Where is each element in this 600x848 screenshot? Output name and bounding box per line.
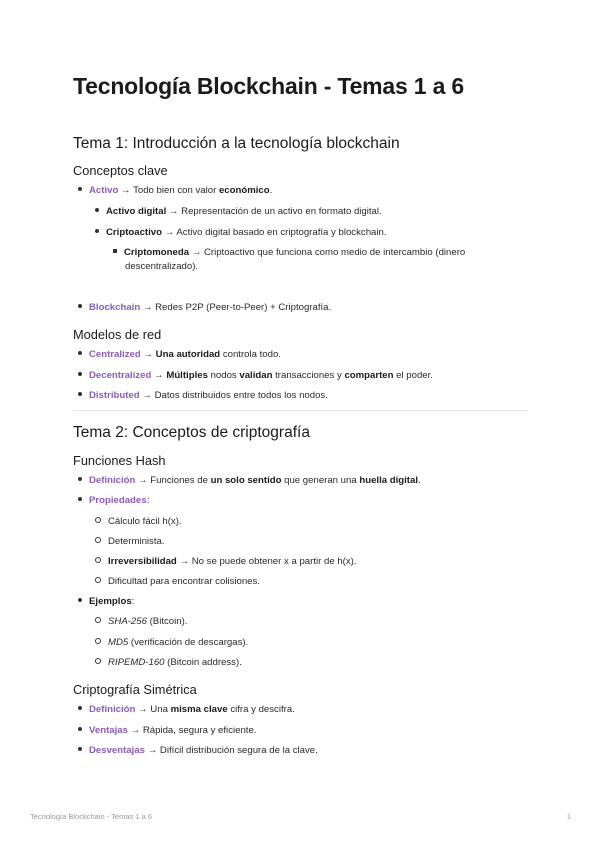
subsection-heading-conceptos: Conceptos clave bbox=[73, 163, 168, 178]
list-item-sim-definicion: Definición → Una misma clave cifra y descifra. bbox=[78, 703, 295, 717]
bullet-icon bbox=[78, 706, 82, 710]
list-item-ejemplo-3: RIPEMD-160 (Bitcoin address). bbox=[95, 656, 242, 670]
bullet-icon bbox=[78, 747, 82, 751]
list-item-ventajas: Ventajas → Rápida, segura y eficiente. bbox=[78, 724, 256, 738]
bullet-icon bbox=[78, 187, 82, 191]
list-item-prop-2: Determinista. bbox=[95, 535, 165, 549]
list-item-propiedades: Propiedades: bbox=[78, 494, 150, 508]
bullet-icon bbox=[78, 372, 82, 376]
bullet-icon bbox=[78, 304, 82, 308]
list-item-desventajas: Desventajas → Difícil distribución segura de la clave. bbox=[78, 744, 318, 758]
circle-bullet-icon bbox=[95, 658, 101, 664]
bullet-icon bbox=[78, 392, 82, 396]
bullet-icon bbox=[95, 229, 99, 233]
circle-bullet-icon bbox=[95, 537, 101, 543]
list-item-ejemplo-2: MD5 (verificación de descargas). bbox=[95, 636, 248, 650]
list-item-activo: Activo → Todo bien con valor económico. bbox=[78, 184, 272, 198]
list-item-activo-digital: Activo digital → Representación de un activo en formato digital. bbox=[95, 205, 382, 219]
circle-bullet-icon bbox=[95, 617, 101, 623]
list-item-hash-definicion: Definición → Funciones de un solo sentido que generan una huella digital. bbox=[78, 474, 421, 488]
subsection-heading-simetrica: Criptografía Simétrica bbox=[73, 682, 197, 697]
subsection-heading-hash: Funciones Hash bbox=[73, 453, 166, 468]
section-heading-tema1: Tema 1: Introducción a la tecnología blockchain bbox=[73, 135, 400, 152]
list-item-centralized: Centralized → Una autoridad controla todo. bbox=[78, 348, 281, 362]
section-heading-tema2: Tema 2: Conceptos de criptografía bbox=[73, 424, 310, 441]
list-item-ejemplo-1: SHA-256 (Bitcoin). bbox=[95, 615, 187, 629]
list-item-ejemplos: Ejemplos: bbox=[78, 595, 134, 609]
list-item-prop-1: Cálculo fácil h(x). bbox=[95, 515, 182, 529]
bullet-icon bbox=[78, 598, 82, 602]
document-title: Tecnología Blockchain - Temas 1 a 6 bbox=[73, 73, 464, 99]
section-divider bbox=[73, 410, 528, 411]
page-number: 1 bbox=[566, 812, 571, 821]
term-activo: Activo bbox=[89, 185, 119, 196]
bullet-icon bbox=[95, 208, 99, 212]
footer-title: Tecnología Blockchain - Temas 1 a 6 bbox=[30, 812, 153, 821]
bullet-icon bbox=[78, 497, 82, 501]
list-item-blockchain: Blockchain → Redes P2P (Peer-to-Peer) + Criptografía. bbox=[78, 301, 331, 315]
circle-bullet-icon bbox=[95, 577, 101, 583]
list-item-distributed: Distributed → Datos distribuidos entre todos los nodos. bbox=[78, 389, 328, 403]
bullet-icon bbox=[78, 477, 82, 481]
circle-bullet-icon bbox=[95, 638, 101, 644]
bullet-icon bbox=[78, 727, 82, 731]
subsection-heading-modelos: Modelos de red bbox=[73, 327, 162, 342]
list-item-prop-3: Irreversibilidad → No se puede obtener x a partir de h(x). bbox=[95, 555, 357, 569]
circle-bullet-icon bbox=[95, 557, 101, 563]
list-item-decentralized: Decentralized → Múltiples nodos validan transacciones y comparten el poder. bbox=[78, 369, 433, 383]
list-item-criptoactivo: Criptoactivo → Activo digital basado en criptografía y blockchain. bbox=[95, 226, 387, 240]
circle-bullet-icon bbox=[95, 517, 101, 523]
list-item-criptomoneda: Criptomoneda → Criptoactivo que funciona como medio de intercambio (dinero descentralizado). bbox=[113, 246, 520, 274]
bullet-icon bbox=[78, 351, 82, 355]
list-item-prop-4: Dificultad para encontrar colisiones. bbox=[95, 575, 260, 589]
square-bullet-icon bbox=[113, 249, 117, 253]
